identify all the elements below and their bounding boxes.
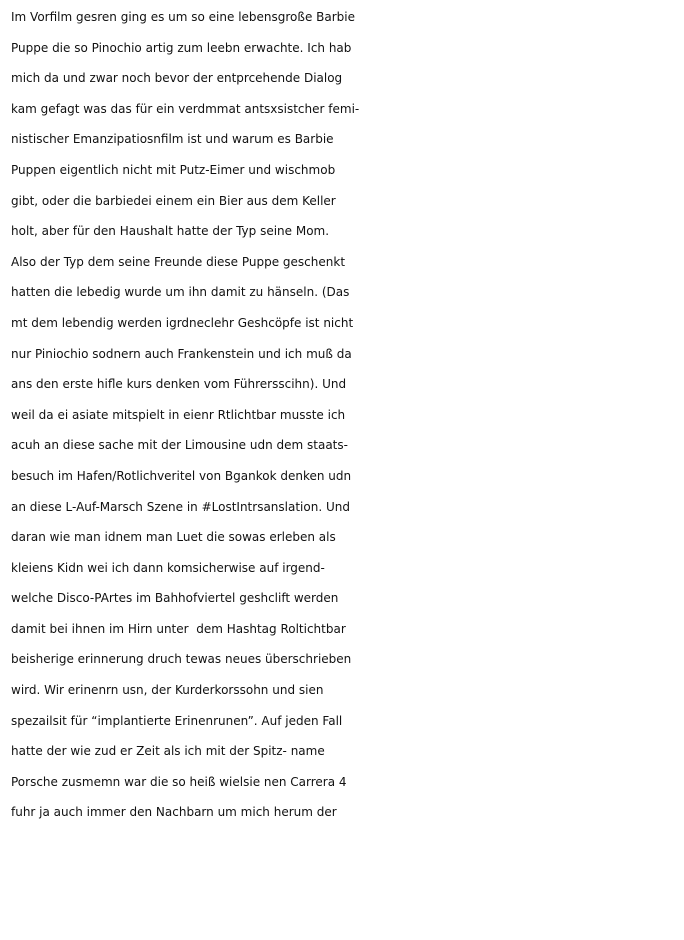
text-line: welche Disco-PArtes im Bahhofviertel geshclift werden xyxy=(11,591,339,606)
text-line: Porsche zusmemn war die so heiß wielsie nen Carrera 4 xyxy=(11,774,347,789)
body-text xyxy=(11,2,681,828)
text-line: weil da ei asiate mitspielt in eienr Rtlichtbar musste ich xyxy=(11,407,346,422)
text-line: beisherige erinnerung druch tewas neues überschrieben xyxy=(11,652,352,667)
text-line: Puppe die so Pinochio artig zum leebn erwachte. Ich hab xyxy=(11,40,352,55)
text-line: Im Vorfilm gesren ging es um so eine lebensgroße Barbie xyxy=(11,10,356,24)
text-line: damit bei ihnen im Hirn unter dem Hashtag Roltichtbar xyxy=(11,621,346,636)
text-line: besuch im Hafen/Rotlichveritel von Bgankok denken udn xyxy=(11,468,352,483)
text-line: ans den erste hifle kurs denken vom Führersscihn). Und xyxy=(11,377,347,392)
text-line: mich da und zwar noch bevor der entprcehende Dialog xyxy=(11,71,343,86)
text-line: spezailsit für “implantierte Erinenrunen”. Auf jeden Fall xyxy=(11,713,343,728)
text-line: fuhr ja auch immer den Nachbarn um mich herum der xyxy=(11,805,337,820)
text-line: mt dem lebendig werden igrdneclehr Geshcöpfe ist nicht xyxy=(11,315,354,330)
text-line: daran wie man idnem man Luet die sowas erleben als xyxy=(11,530,336,545)
text-line: holt, aber für den Haushalt hatte der Typ seine Mom. xyxy=(11,224,330,239)
text-line: Also der Typ dem seine Freunde diese Puppe geschenkt xyxy=(11,254,346,269)
text-line: nistischer Emanzipatiosnfilm ist und warum es Barbie xyxy=(11,132,334,147)
text-line: kam gefagt was das für ein verdmmat antsxsistcher femi- xyxy=(11,101,360,116)
text-line: acuh an diese sache mit der Limousine udn dem staats- xyxy=(11,438,348,453)
text-line: an diese L-Auf-Marsch Szene in #LostIntrsanslation. Und xyxy=(11,499,350,514)
text-line: nur Piniochio sodnern auch Frankenstein und ich muß da xyxy=(11,346,352,361)
text-line: wird. Wir erinenrn usn, der Kurderkorssohn und sien xyxy=(11,683,324,698)
text-line: hatte der wie zud er Zeit als ich mit der Spitz- name xyxy=(11,744,325,759)
text-line: hatten die lebedig wurde um ihn damit zu hänseln. (Das xyxy=(11,285,350,300)
text-line: kleiens Kidn wei ich dann komsicherwise auf irgend- xyxy=(11,560,325,575)
text-line: gibt, oder die barbiedei einem ein Bier aus dem Keller xyxy=(11,193,336,208)
text-line: Puppen eigentlich nicht mit Putz-Eimer und wischmob xyxy=(11,162,336,177)
